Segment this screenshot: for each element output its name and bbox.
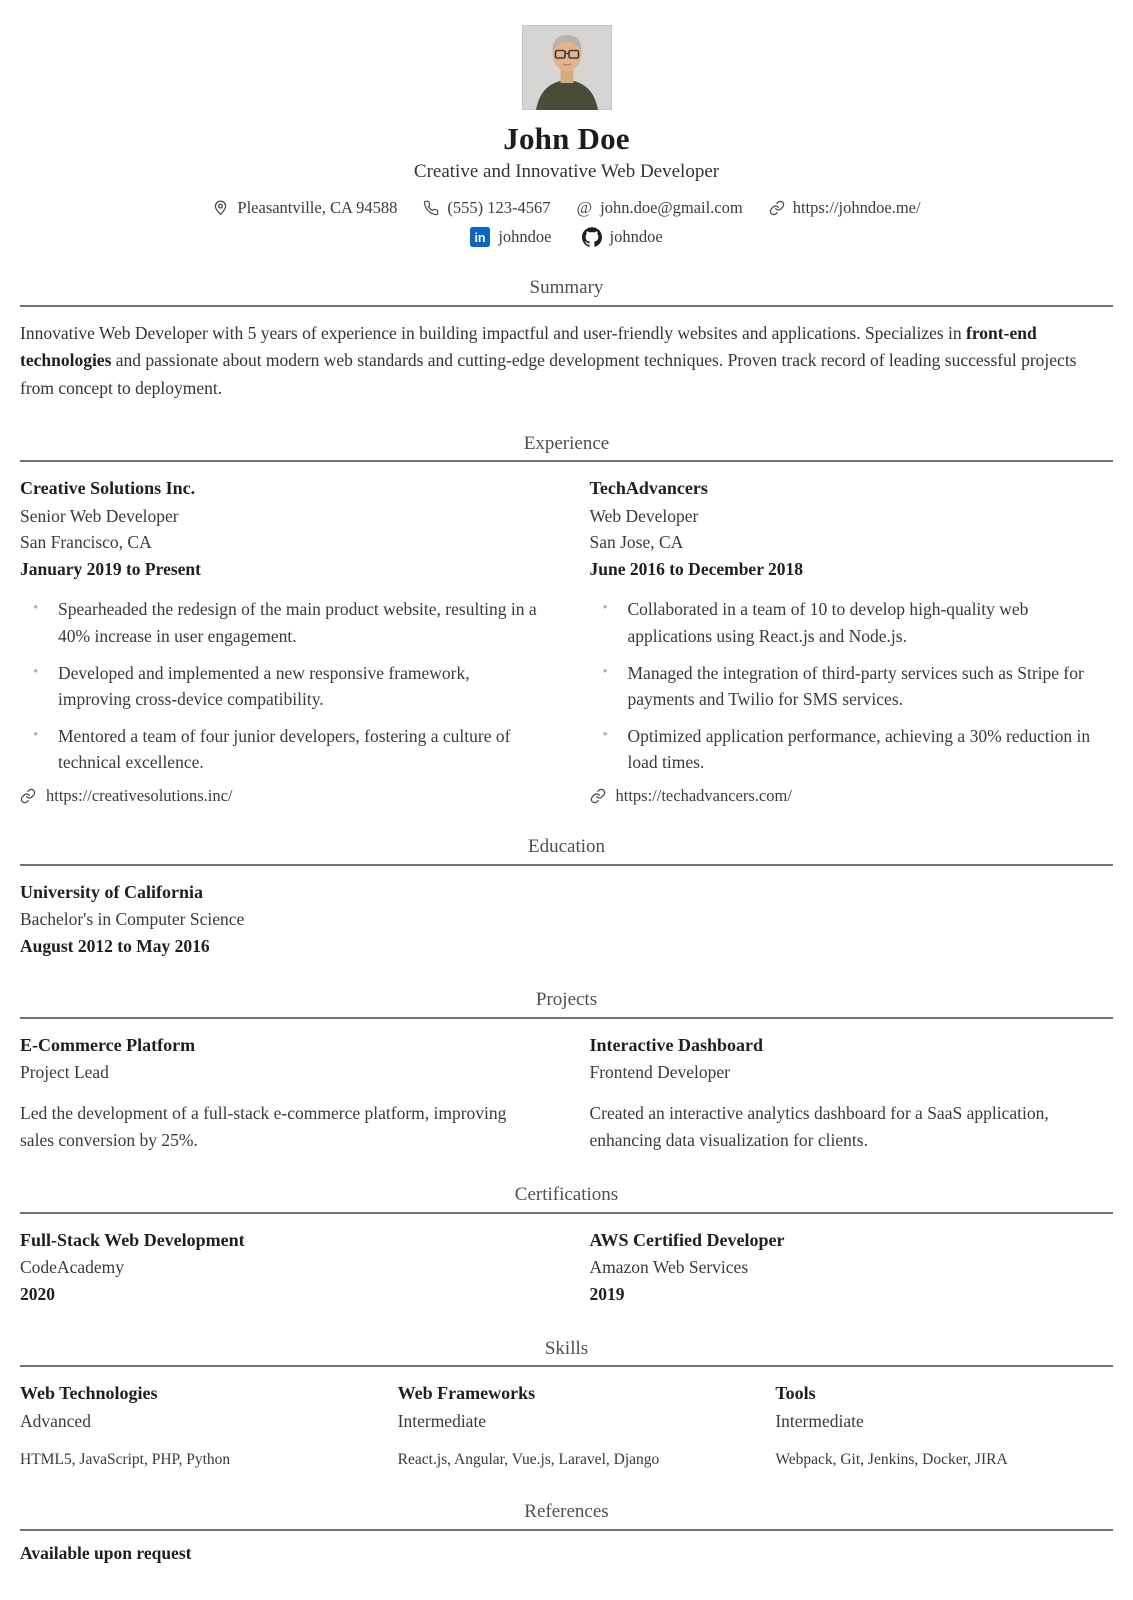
summary-text-bold: front-end technologies — [20, 322, 1037, 371]
certification-issuer: Amazon Web Services — [589, 1257, 749, 1278]
summary-text — [20, 320, 1113, 403]
job-title: Senior Web Developer — [20, 505, 179, 526]
section-projects — [20, 988, 1113, 1154]
linkedin-handle: johndoe — [498, 226, 552, 246]
skill-group — [20, 1380, 358, 1471]
project-role: Project Lead — [20, 1062, 109, 1083]
link-icon — [20, 788, 36, 804]
resume-header — [20, 25, 1113, 247]
project-description: Created an interactive analytics dashboard for a SaaS application, enhancing data visualization for clients. — [589, 1102, 1049, 1151]
references-text: Available upon request — [20, 1543, 192, 1564]
project-description: Led the development of a full-stack e-commerce platform, improving sales conversion by 25%. — [20, 1102, 507, 1151]
skill-level: Intermediate — [397, 1410, 487, 1431]
social-row — [20, 227, 1113, 247]
bullet-item: • Collaborated in a team of 10 to develop high-quality web applications using React.js and Node.js. — [603, 596, 1114, 649]
company-url: https://techadvancers.com/ — [615, 785, 792, 805]
github-icon — [582, 227, 602, 247]
contact-email[interactable] — [576, 198, 742, 218]
bullet-item: • Developed and implemented a new responsive framework, improving cross-device compatibility. — [33, 660, 544, 713]
certification-year: 2019 — [589, 1283, 625, 1304]
education-heading: Education — [527, 835, 606, 857]
skill-group — [775, 1380, 1113, 1471]
company-url: https://creativesolutions.inc/ — [46, 785, 233, 805]
experience-entry — [20, 475, 544, 806]
email-icon: @ — [576, 197, 593, 217]
project-entry — [590, 1032, 1114, 1154]
skill-category: Tools — [775, 1383, 816, 1404]
certification-title: Full-Stack Web Development — [20, 1229, 245, 1250]
skill-level: Intermediate — [775, 1410, 864, 1431]
phone-icon — [423, 200, 439, 216]
certification-year: 2020 — [20, 1283, 55, 1304]
degree: Bachelor's in Computer Science — [20, 909, 245, 930]
job-location: San Jose, CA — [589, 532, 684, 553]
projects-heading: Projects — [535, 989, 598, 1011]
job-location: San Francisco, CA — [20, 532, 152, 553]
job-bullets — [590, 596, 1114, 776]
experience-entry — [590, 475, 1114, 806]
candidate-name: John Doe — [503, 121, 630, 156]
company-link[interactable] — [20, 786, 544, 806]
website-text: https://johndoe.me/ — [792, 197, 921, 217]
skill-items: React.js, Angular, Vue.js, Laravel, Django — [397, 1451, 660, 1469]
project-role: Frontend Developer — [589, 1062, 730, 1083]
job-dates: June 2016 to December 2018 — [589, 558, 804, 579]
section-experience — [20, 432, 1113, 806]
section-skills — [20, 1337, 1113, 1472]
contact-row — [20, 198, 1113, 218]
certification-entry — [590, 1227, 1114, 1308]
phone-text: (555) 123-4567 — [447, 197, 551, 217]
summary-text-part: Innovative Web Developer with 5 years of experience in building impactful and user-friendly websites and applications. Specializes in — [20, 322, 967, 343]
contact-website[interactable] — [769, 198, 921, 218]
svg-text:in: in — [474, 230, 486, 245]
company-link[interactable] — [590, 786, 1114, 806]
skill-category: Web Technologies — [20, 1383, 158, 1404]
section-certifications — [20, 1183, 1113, 1307]
education-dates: August 2012 to May 2016 — [20, 935, 210, 956]
skills-heading: Skills — [544, 1337, 589, 1359]
section-summary — [20, 276, 1113, 403]
job-title: Web Developer — [589, 505, 699, 526]
job-dates: January 2019 to Present — [20, 558, 201, 579]
certification-issuer: CodeAcademy — [20, 1257, 124, 1278]
education-entry — [20, 879, 1113, 960]
references-heading: References — [524, 1501, 609, 1523]
linkedin-profile[interactable] — [470, 227, 551, 247]
summary-heading: Summary — [529, 276, 604, 298]
job-bullets — [20, 596, 544, 776]
experience-heading: Experience — [523, 432, 610, 454]
section-divider — [20, 305, 1113, 307]
contact-phone — [423, 198, 550, 218]
section-divider — [20, 460, 1113, 462]
location-text: Pleasantville, CA 94588 — [237, 197, 398, 217]
email-text: john.doe@gmail.com — [600, 197, 743, 217]
project-title: Interactive Dashboard — [589, 1035, 763, 1055]
skill-level: Advanced — [20, 1410, 91, 1431]
github-handle: johndoe — [609, 226, 663, 246]
location-icon — [212, 199, 229, 216]
section-education — [20, 835, 1113, 959]
project-entry — [20, 1032, 544, 1154]
candidate-headline: Creative and Innovative Web Developer — [413, 161, 720, 183]
section-divider — [20, 1365, 1113, 1367]
section-references — [20, 1500, 1113, 1564]
project-title: E-Commerce Platform — [20, 1035, 196, 1055]
school-name: University of California — [20, 881, 203, 902]
linkedin-icon — [470, 227, 490, 247]
certification-title: AWS Certified Developer — [589, 1229, 785, 1250]
bullet-item: • Spearheaded the redesign of the main product website, resulting in a 40% increase in user engagement. — [33, 596, 544, 649]
bullet-item: • Mentored a team of four junior developers, fostering a culture of technical excellence. — [33, 723, 544, 776]
bullet-item: • Optimized application performance, achieving a 30% reduction in load times. — [603, 723, 1114, 776]
bullet-item: • Managed the integration of third-party services such as Stripe for payments and Twilio for SMS services. — [603, 660, 1114, 713]
skill-items: HTML5, JavaScript, PHP, Python — [20, 1451, 231, 1469]
section-divider — [20, 864, 1113, 866]
skill-group — [398, 1380, 736, 1471]
section-divider — [20, 1529, 1113, 1531]
section-divider — [20, 1212, 1113, 1214]
company-name: Creative Solutions Inc. — [20, 478, 196, 499]
contact-location — [212, 198, 397, 218]
link-icon — [769, 200, 785, 216]
profile-photo — [522, 25, 612, 110]
company-name: TechAdvancers — [589, 478, 708, 499]
link-icon — [590, 788, 606, 804]
skill-items: Webpack, Git, Jenkins, Docker, JIRA — [775, 1451, 1008, 1469]
certifications-heading: Certifications — [514, 1184, 619, 1206]
section-divider — [20, 1017, 1113, 1019]
certification-entry — [20, 1227, 544, 1308]
skill-category: Web Frameworks — [397, 1383, 536, 1404]
github-profile[interactable] — [582, 227, 663, 247]
summary-text-part: and passionate about modern web standards and cutting-edge development techniques. Proven track record of leading successful projects from concept to deployment. — [20, 350, 1077, 398]
